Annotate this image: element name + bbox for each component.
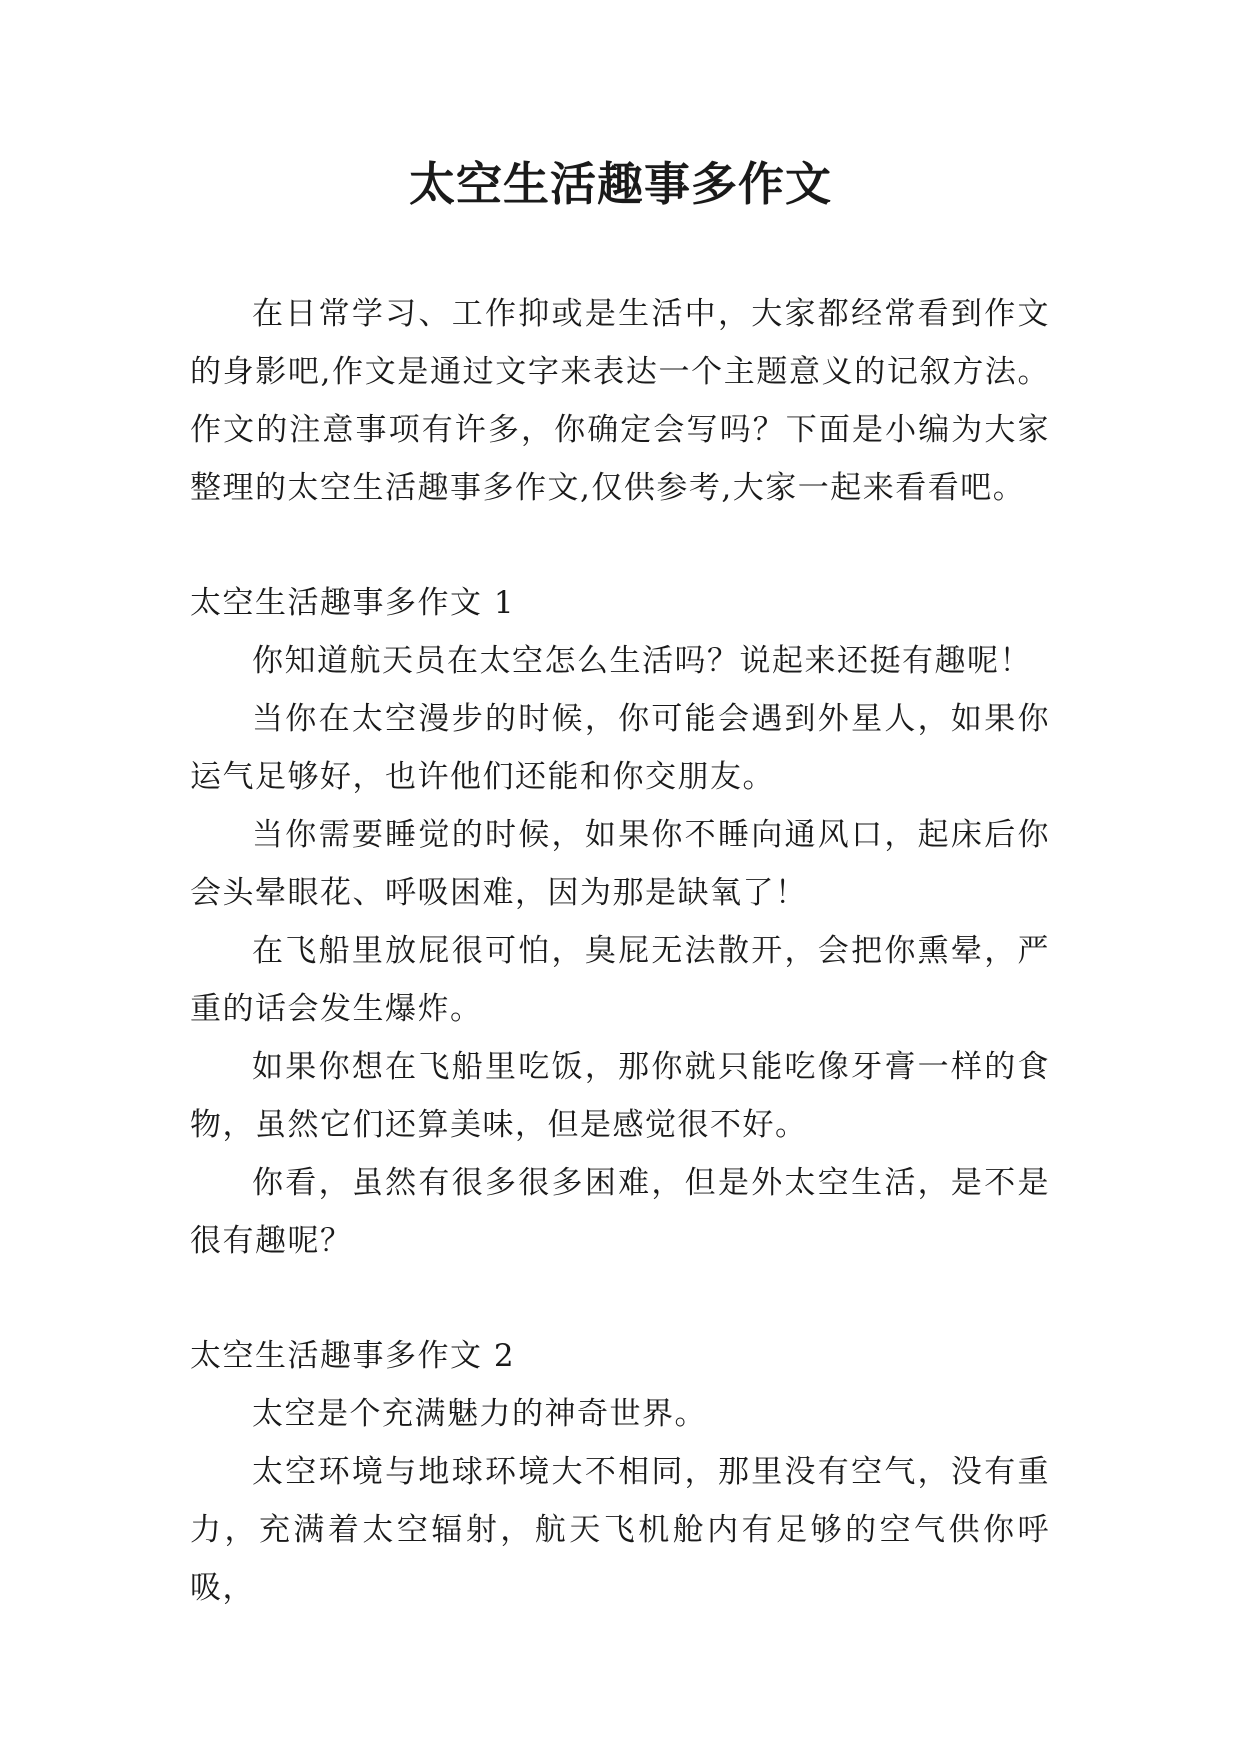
- section-paragraph: 在飞船里放屁很可怕，臭屁无法散开，会把你熏晕，严重的话会发生爆炸。: [190, 933, 1050, 1027]
- section-paragraph: 太空环境与地球环境大不相同，那里没有空气，没有重力，充满着太空辐射，航天飞机舱内有足够的空气供你呼吸，: [190, 1454, 1050, 1606]
- section-paragraph: 当你在太空漫步的时候，你可能会遇到外星人，如果你运气足够好，也许他们还能和你交朋友。: [190, 701, 1050, 795]
- section-paragraph: 如果你想在飞船里吃饭，那你就只能吃像牙膏一样的食物，虽然它们还算美味，但是感觉很不好。: [190, 1049, 1050, 1143]
- section-paragraph: 当你需要睡觉的时候，如果你不睡向通风口，起床后你会头晕眼花、呼吸困难，因为那是缺氧了！: [190, 817, 1050, 911]
- section-paragraph: 太空是个充满魅力的神奇世界。: [252, 1396, 707, 1432]
- document-body: [190, 285, 1050, 1617]
- section-paragraph: 你知道航天员在太空怎么生活吗？说起来还挺有趣呢！: [252, 643, 1032, 679]
- section-heading: 太空生活趣事多作文 2: [190, 1338, 516, 1374]
- essay-section-2: [190, 1327, 1050, 1617]
- section-heading: 太空生活趣事多作文 1: [190, 585, 516, 621]
- intro-paragraph: 在日常学习、工作抑或是生活中，大家都经常看到作文的身影吧,作文是通过文字来表达一个主题意义的记叙方法。作文的注意事项有许多，你确定会写吗？下面是小编为大家整理的太空生活趣事多作文,仅供参考,大家一起来看看吧。: [190, 296, 1050, 506]
- section-paragraph: 你看，虽然有很多很多困难，但是外太空生活，是不是很有趣呢？: [190, 1165, 1050, 1259]
- essay-section-1: [190, 574, 1050, 1270]
- document-title: 太空生活趣事多作文: [409, 157, 832, 211]
